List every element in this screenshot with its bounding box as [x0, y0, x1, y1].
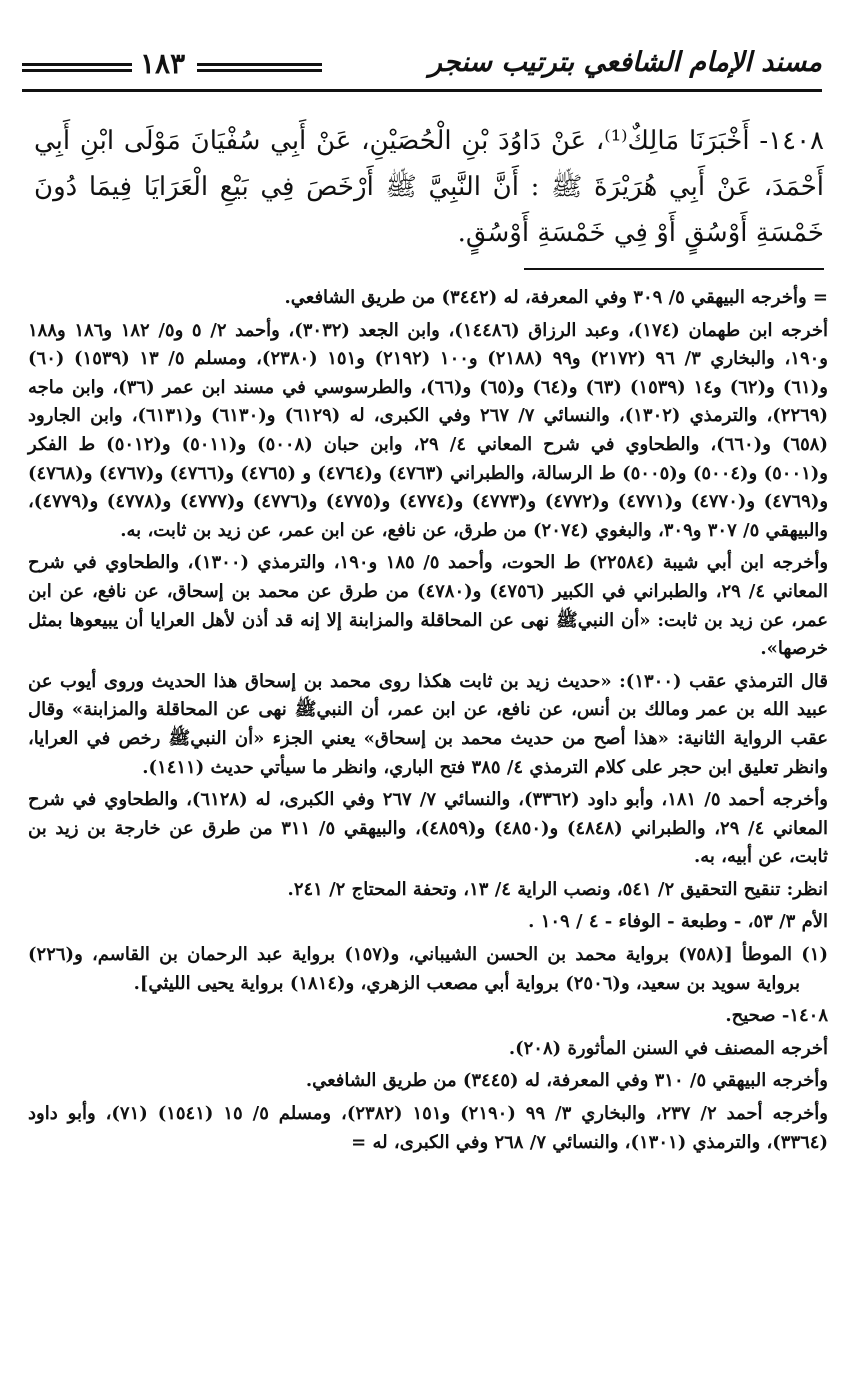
footnote-paragraph: = وأخرجه البيهقي ٥/ ٣٠٩ وفي المعرفة، له (٣٤٤٢) من طريق الشافعي. [284, 287, 828, 308]
footnote-paragraph: وأخرجه أحمد ٥/ ١٨١، وأبو داود (٣٣٦٢)، والنسائي ٧/ ٢٦٧ وفي الكبرى، له (٦١٢٨)، والطحاوي في شرح المعاني ٤/ ٢٩، والطبراني (٤٨٤٨) و(٤٨٥٠) و(٤٨٥٩)، والبيهقي ٥/ ٣١١ من طرق عن خارجة بن زيد بن ثابت، عن أبيه، به. [28, 789, 829, 868]
header-rule-right [197, 63, 322, 75]
footnote-paragraph: انظر: تنقيح التحقيق ٢/ ٥٤١، ونصب الراية ٤/ ١٣، وتحفة المحتاج ٢/ ٢٤١. [287, 878, 828, 900]
footnote-1: (١) الموطأ [(٧٥٨) برواية محمد بن الحسن الشيباني، و(١٥٧) برواية عبد الرحمان بن القاسم، و(٢٢٦) برواية سويد بن سعيد، و(٢٥٠٦) برواية أبي مصعب الزهري، و(١٨١٤) برواية يحيى الليثي]. [28, 944, 828, 994]
page-header [22, 45, 822, 93]
footnote-paragraph: وأخرجه أحمد ٢/ ٢٣٧، والبخاري ٣/ ٩٩ (٢١٩٠) و١٥١ (٢٣٨٢)، ومسلم ٥/ ١٥ (١٥٤١) (٧١)، وأبو داود (٣٣٦٤)، والترمذي (١٣٠١)، والنسائي ٧/ ٢٦٨ وفي الكبرى، له = [28, 1103, 828, 1153]
book-title: مسند الإمام الشافعي بترتيب سنجر [428, 47, 822, 78]
hadith-grade: ١٤٠٨- صحيح. [725, 1005, 828, 1027]
header-underline [22, 89, 822, 92]
header-rule-left [22, 63, 132, 75]
footnote-paragraph: أخرجه ابن طهمان (١٧٤)، وعبد الرزاق (١٤٤٨٦)، وابن الجعد (٣٠٣٢)، وأحمد ٢/ ٥ و٥/ ١٨٢ و١٨٦ و١٨٨ و١٩٠، والبخاري ٣/ ٩٦ (٢١٧٢) و٩٩ (٢١٨٨) و١٠٠ (٢١٩٢) و١٥١ (٢٣٨٠)، ومسلم ٥/ ١٣ (١٥٣٩) (٦٠) و(٦١) و(٦٢) و١٤ (١٥٣٩) (٦٣) و(٦٤) و(٦٥) و(٦٦)، والطرسوسي في مسند ابن عمر (٣٦)، وابن ماجه (٢٢٦٩)، والترمذي (١٣٠٢)، والنسائي ٧/ ٢٦٧ وفي الكبرى، له (٦١٢٩) و(٦١٣٠) و(٦١٣١)، وابن الجارود (٦٥٨) و(٦٦٠)، والطحاوي في شرح المعاني ٤/ ٢٩، وابن حبان (٥٠٠٨) و(٥٠١١) و(٥٠١٢) ط الفكر و(٥٠٠١) و(٥٠٠٤) و(٥٠٠٥) ط الرسالة، والطبراني (٤٧٦٣) و(٤٧٦٤) و (٤٧٦٥) و(٤٧٦٦) و(٤٧٦٧) و(٤٧٦٨) و(٤٧٦٩) و(٤٧٧٠) و(٤٧٧١) و(٤٧٧٢) و(٤٧٧٣) و(٤٧٧٤) و(٤٧٧٥) و(٤٧٧٦) و(٤٧٧٧) و(٤٧٧٨) و(٤٧٧٩)، والبيهقي ٥/ ٣٠٧ و٣٠٩، والبغوي (٢٠٧٤) من طرق، عن نافع، عن ابن عمر، عن زيد بن ثابت، به. [28, 319, 829, 541]
footnote-paragraph: وأخرجه ابن أبي شيبة (٢٢٥٨٤) ط الحوت، وأحمد ٥/ ١٨٥ و١٩٠، والترمذي (١٣٠٠)، والطحاوي في شرح المعاني ٤/ ٢٩، والطبراني في الكبير (٤٧٥٦) و(٤٧٨٠) من طرق عن محمد بن إسحاق، عن نافع، عن ابن عمر، عن زيد بن ثابت: «أن النبيﷺ نهى عن المحاقلة والمزابنة إلا إنه قد أذن لأهل العرايا أن يبيعوها بمثل خرصها». [28, 552, 829, 660]
footnote-paragraph: قال الترمذي عقب (١٣٠٠): «حديث زيد بن ثابت هكذا روى محمد بن إسحاق هذا الحديث وروى أيوب عن عبيد الله بن عمر ومالك بن أنس، عن نافع، عن ابن عمر، أن النبيﷺ نهى عن المحاقلة والمزابنة» وقال عقب الرواية الثانية: «هذا أصح من حديث محمد بن إسحاق» يعني الجزء «أن النبيﷺ رخص في العرايا، وانظر تعليق ابن حجر على كلام الترمذي ٤/ ٣٨٥ فتح الباري، وانظر ما سيأتي حديث (١٤١١). [28, 670, 829, 778]
footnote-paragraph: وأخرجه البيهقي ٥/ ٣١٠ وفي المعرفة، له (٣٤٤٥) من طريق الشافعي. [305, 1070, 828, 1092]
footnote-paragraph: أخرجه المصنف في السنن المأثورة (٢٠٨). [508, 1037, 828, 1059]
footnotes [28, 284, 828, 1161]
hadith-text: ١٤٠٨- أَخْبَرَنَا مَالِكٌ⁽¹⁾، عَنْ دَاوُدَ بْنِ الْحُصَيْنِ، عَنْ أَبِي سُفْيَانَ مَوْلَى ابْنِ أَبِي أَحْمَدَ، عَنْ أَبِي هُرَيْرَةَ ﷺ : أَنَّ النَّبِيَّ ﷺ أَرْخَصَ فِي بَيْعِ الْعَرَايَا فِيمَا دُونَ خَمْسَةِ أَوْسُقٍ أَوْ فِي خَمْسَةِ أَوْسُقٍ. [34, 126, 824, 248]
page-number: ١٨٣ [140, 47, 186, 80]
footnote-paragraph: الأم ٣/ ٥٣، - وطبعة - الوفاء - ٤ / ١٠٩ . [528, 911, 828, 933]
footnote-separator [524, 268, 824, 270]
